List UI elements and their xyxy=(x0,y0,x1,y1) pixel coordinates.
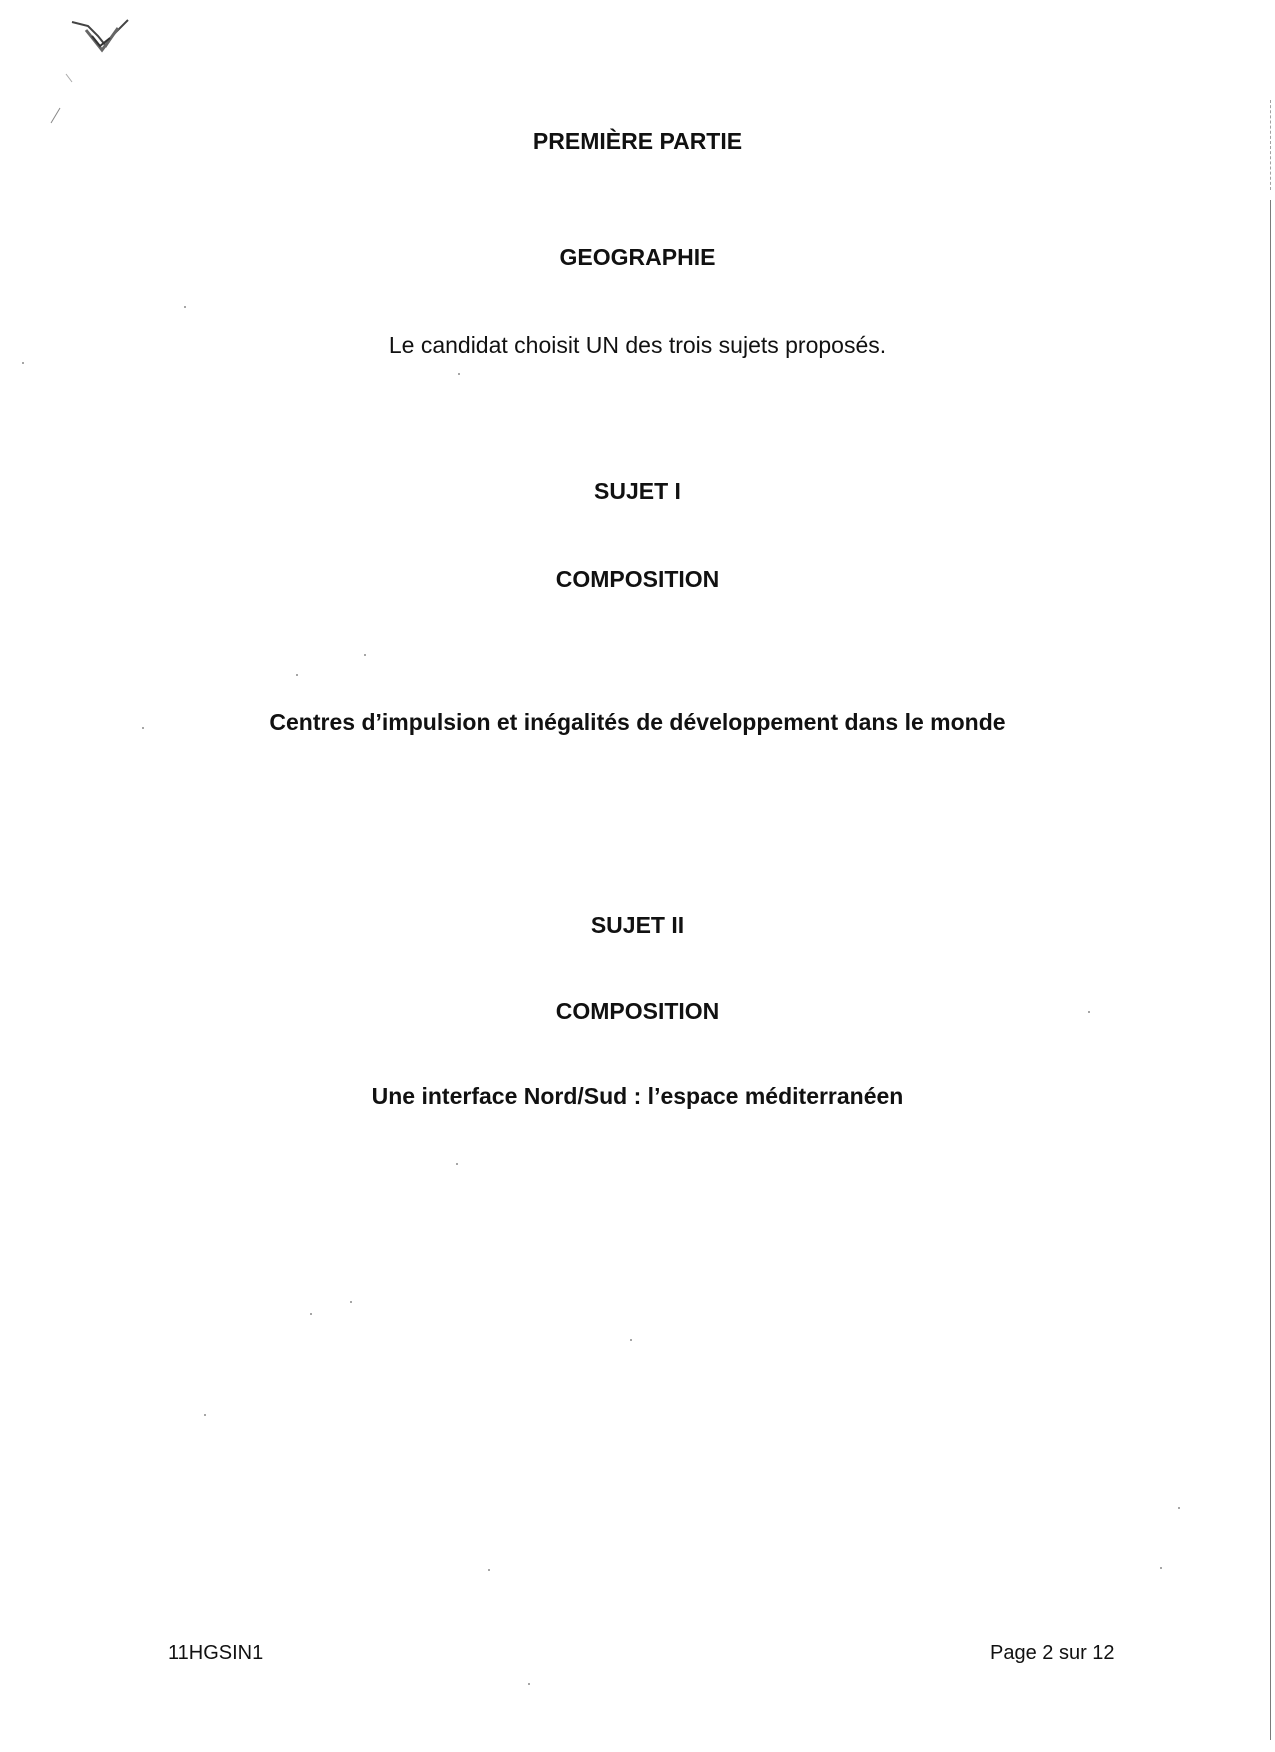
scan-speck xyxy=(456,1163,458,1165)
subject-2-label: SUJET II xyxy=(590,912,685,938)
subject-1-title: Centres d’impulsion et inégalités de développement dans le monde xyxy=(269,709,1006,735)
scan-speck xyxy=(528,1683,530,1685)
scan-speck xyxy=(458,373,460,375)
footer-page-number: Page 2 sur 12 xyxy=(990,1642,1115,1664)
subject-2-type: COMPOSITION xyxy=(555,998,720,1024)
subject-1-type: COMPOSITION xyxy=(555,566,720,592)
instruction-text: Le candidat choisit UN des trois sujets proposés. xyxy=(388,332,887,358)
stray-dot-icon xyxy=(64,72,76,86)
scan-speck xyxy=(488,1569,490,1571)
scribble-mark-icon xyxy=(68,16,138,66)
footer-code: 11HGSIN1 xyxy=(168,1642,264,1664)
section-title: GEOGRAPHIE xyxy=(559,244,716,270)
scan-speck xyxy=(22,362,24,364)
scan-speck xyxy=(1178,1507,1180,1509)
scan-speck xyxy=(310,1313,312,1315)
part-title: PREMIÈRE PARTIE xyxy=(532,128,743,154)
subject-1-label: SUJET I xyxy=(594,478,681,504)
scan-speck xyxy=(364,654,366,656)
scan-edge-line xyxy=(1270,200,1271,1740)
scan-speck xyxy=(296,674,298,676)
subject-2-title: Une interface Nord/Sud : l’espace méditerranéen xyxy=(371,1083,904,1109)
scan-speck xyxy=(184,306,186,308)
scan-speck xyxy=(350,1301,352,1303)
scan-speck xyxy=(204,1414,206,1416)
scan-speck xyxy=(630,1339,632,1341)
stray-mark-icon xyxy=(48,106,62,126)
scan-speck xyxy=(1160,1567,1162,1569)
